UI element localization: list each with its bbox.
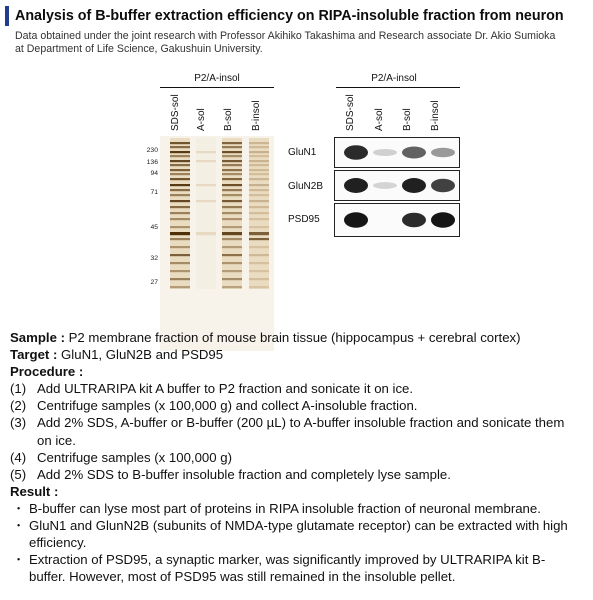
silver-band: [170, 226, 190, 228]
silver-band: [249, 189, 269, 191]
silver-band: [249, 262, 269, 264]
target-row: [10, 346, 585, 363]
right-lane-label-sds-sol: SDS-sol: [345, 94, 356, 131]
procedure-number: (4): [10, 449, 27, 465]
right-lane-label-a-sol: A-sol: [374, 108, 385, 131]
bullet: ・: [12, 552, 26, 568]
procedure-item: [10, 466, 585, 483]
silver-band: [170, 262, 190, 264]
blot-panel-glun2b: [334, 170, 460, 201]
blot-label-psd95: PSD95: [288, 214, 320, 225]
silver-band: [222, 151, 242, 153]
silver-band: [222, 226, 242, 228]
silver-band: [170, 238, 190, 240]
right-group-line: [336, 87, 460, 88]
title-row: [5, 6, 585, 26]
silver-band: [222, 246, 242, 248]
silver-band: [249, 200, 269, 202]
mw-marker: 136: [146, 159, 158, 166]
silver-band: [222, 278, 242, 280]
silver-band: [222, 194, 242, 196]
silver-band: [222, 146, 242, 148]
silver-band: [170, 194, 190, 196]
silver-band: [222, 142, 242, 144]
procedure-item: [10, 449, 585, 466]
silver-band: [222, 160, 242, 162]
silver-band: [170, 200, 190, 202]
silver-band: [249, 232, 269, 235]
procedure-text: Add ULTRARIPA kit A buffer to P2 fraction and sonicate it on ice.: [37, 381, 414, 397]
silver-band: [170, 206, 190, 208]
blot-band: [373, 149, 397, 156]
mw-marker: 94: [150, 170, 158, 177]
blot-band: [431, 148, 455, 158]
right-group-label: P2/A-insol: [371, 73, 417, 84]
procedure-text: Add 2% SDS, A-buffer or B-buffer (200 µL) to A-buffer insoluble fraction and sonicate them on ice.: [37, 415, 565, 448]
result-item: [10, 500, 585, 517]
silver-band: [170, 169, 190, 171]
silver-band: [170, 212, 190, 214]
silver-band: [249, 286, 269, 288]
procedure-text: Centrifuge samples (x 100,000 g) and collect A-insoluble fraction.: [37, 398, 418, 414]
blot-band: [373, 182, 397, 189]
left-group-label: P2/A-insol: [194, 73, 240, 84]
silver-band: [249, 218, 269, 220]
silver-band: [170, 278, 190, 280]
silver-band: [170, 254, 190, 256]
target-text: GluN1, GluN2B and PSD95: [57, 347, 224, 363]
silver-band: [170, 246, 190, 248]
bullet: ・: [12, 518, 26, 534]
mw-marker: 45: [150, 224, 158, 231]
silver-gel-image: [160, 136, 274, 291]
silver-band: [222, 218, 242, 220]
silver-band: [222, 286, 242, 288]
sample-row: [10, 329, 585, 346]
silver-band: [222, 206, 242, 208]
silver-band: [249, 146, 269, 148]
left-lane-label-sds-sol: SDS-sol: [170, 94, 181, 131]
silver-band: [170, 142, 190, 144]
silver-band: [249, 184, 269, 186]
procedure-number: (3): [10, 415, 27, 431]
title-accent-bar: [5, 6, 9, 26]
procedure-number: (1): [10, 381, 27, 397]
silver-band: [222, 262, 242, 264]
result-label: Result :: [10, 483, 59, 499]
silver-band: [196, 184, 216, 186]
silver-band: [249, 194, 269, 196]
procedure-text: Centrifuge samples (x 100,000 g): [37, 449, 232, 465]
procedure-number: (2): [10, 398, 27, 414]
mw-marker: 27: [150, 279, 158, 286]
blot-band: [402, 213, 426, 228]
procedure-number: (5): [10, 466, 27, 482]
silver-band: [196, 160, 216, 162]
blot-band: [402, 147, 426, 159]
right-lane-label-b-sol: B-sol: [402, 108, 413, 131]
mw-marker: 32: [150, 255, 158, 262]
silver-band: [249, 270, 269, 272]
silver-band: [222, 254, 242, 256]
subtitle-line-1: Data obtained under the joint research with Professor Akihiko Takashima and Research associate Dr. Akio Sumioka: [15, 30, 556, 42]
silver-band: [249, 238, 269, 240]
left-lane-label-b-insol: B-insol: [251, 100, 262, 131]
result-item: [10, 517, 585, 551]
silver-band: [170, 164, 190, 166]
result-text: GluN1 and GlunN2B (subunits of NMDA-type glutamate receptor) can be extracted with high efficiency.: [29, 518, 568, 551]
silver-band: [222, 173, 242, 175]
silver-band: [222, 178, 242, 180]
silver-band: [170, 173, 190, 175]
silver-band: [249, 151, 269, 153]
silver-band: [222, 155, 242, 157]
silver-band: [249, 212, 269, 214]
silver-band: [222, 169, 242, 171]
silver-band: [170, 146, 190, 148]
blot-band: [431, 179, 455, 193]
silver-band: [249, 155, 269, 157]
page-title: Analysis of B-buffer extraction efficiency on RIPA-insoluble fraction from neuron: [15, 8, 564, 24]
silver-band: [170, 178, 190, 180]
silver-band: [222, 189, 242, 191]
silver-band: [249, 142, 269, 144]
procedure-item: [10, 414, 585, 448]
blot-panel-glun1: [334, 137, 460, 168]
right-lane-label-b-insol: B-insol: [430, 100, 441, 131]
procedure-item: [10, 397, 585, 414]
silver-band: [170, 232, 190, 235]
silver-band: [170, 286, 190, 288]
left-lane-label-b-sol: B-sol: [223, 108, 234, 131]
figure: [0, 60, 593, 330]
silver-stained-gel: [160, 136, 274, 351]
procedure-label: Procedure :: [10, 364, 84, 380]
silver-band: [222, 238, 242, 240]
body-text: [10, 329, 585, 585]
mw-marker: 71: [150, 189, 158, 196]
silver-band: [196, 151, 216, 153]
blot-panel-psd95: [334, 203, 460, 237]
silver-band: [196, 232, 216, 235]
silver-band: [170, 151, 190, 153]
procedure-item: [10, 380, 585, 397]
subtitle-line-2: at Department of Life Science, Gakushuin University.: [15, 42, 263, 55]
left-group-line: [160, 87, 274, 88]
silver-band: [249, 226, 269, 228]
blot-label-glun1: GluN1: [288, 147, 317, 158]
mw-marker: 230: [146, 147, 158, 154]
silver-band: [170, 160, 190, 162]
header: [5, 6, 585, 55]
silver-band: [222, 270, 242, 272]
silver-band: [170, 189, 190, 191]
sample-text: P2 membrane fraction of mouse brain tissue (hippocampus + cerebral cortex): [64, 330, 521, 345]
silver-band: [222, 212, 242, 214]
bullet: ・: [12, 500, 26, 516]
target-label: Target :: [10, 347, 58, 363]
silver-band: [222, 184, 242, 186]
result-text: Extraction of PSD95, a synaptic marker, was significantly improved by ULTRARIPA kit B-buffer. However, most of PSD95 was still remained in the insoluble pellet.: [29, 552, 546, 585]
procedure-text: Add 2% SDS to B-buffer insoluble fraction and completely lyse sample.: [37, 466, 451, 482]
silver-band: [249, 178, 269, 180]
sample-label: Sample :: [10, 330, 65, 345]
blot-band: [344, 212, 368, 228]
silver-band: [222, 200, 242, 202]
silver-band: [249, 173, 269, 175]
result-text: B-buffer can lyse most part of proteins in RIPA insoluble fraction of neuronal membrane.: [29, 500, 541, 516]
silver-band: [222, 232, 242, 235]
blot-band: [344, 145, 368, 160]
blot-band: [431, 212, 455, 228]
silver-band: [249, 164, 269, 166]
silver-band: [170, 218, 190, 220]
silver-band: [249, 278, 269, 280]
silver-band: [196, 200, 216, 202]
blot-band: [344, 178, 368, 193]
left-lane-label-a-sol: A-sol: [196, 108, 207, 131]
silver-band: [170, 184, 190, 186]
silver-band: [222, 164, 242, 166]
silver-band: [170, 270, 190, 272]
silver-band: [249, 160, 269, 162]
silver-band: [249, 246, 269, 248]
result-item: [10, 551, 585, 585]
silver-band: [249, 206, 269, 208]
silver-band: [170, 155, 190, 157]
blot-label-glun2b: GluN2B: [288, 181, 324, 192]
blot-band: [402, 178, 426, 193]
silver-band: [249, 169, 269, 171]
silver-band: [249, 254, 269, 256]
